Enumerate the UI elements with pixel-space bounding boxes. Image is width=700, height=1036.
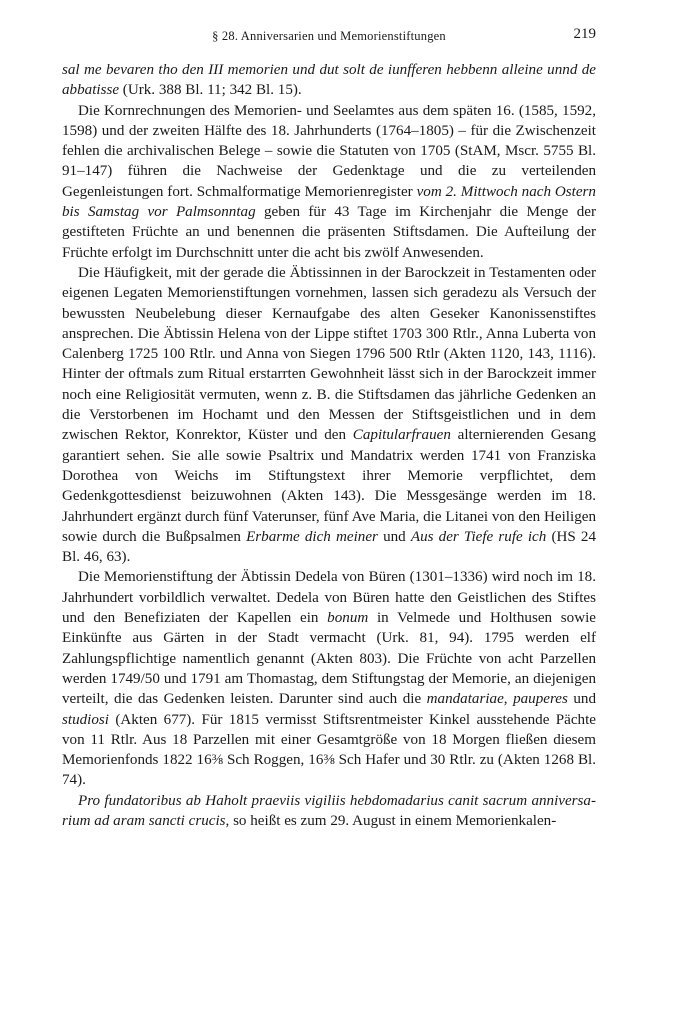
italic-run: pauperes bbox=[513, 691, 568, 708]
body-text bbox=[62, 60, 596, 831]
text-run: (Urk. 388 Bl. 11; 342 Bl. 15). bbox=[119, 82, 302, 99]
italic-run: Pro fundatoribus ab Haholt praeviis vigiliis hebdomadarius canit sacrum anniversarium ad aram sancti crucis bbox=[62, 792, 596, 829]
paragraph-5 bbox=[62, 791, 596, 832]
text-run: , bbox=[503, 691, 514, 708]
text-run: (Akten 677). Für 1815 vermisst Stiftsrentmeister Kinkel ausstehende Pächte von 11 Rtlr. Aus 18 Parzellen mit einer Gesamtgröße von 18 Morgen fließen diesem Memorienfonds 1822 16⅜ Sch Roggen, 16⅜ Sch Hafer und 30 Rtlr. zu (Akten 1268 Bl. 74). bbox=[62, 711, 596, 789]
italic-run: mandatariae bbox=[426, 691, 504, 708]
italic-run: Capitularfrauen bbox=[352, 427, 451, 444]
text-run: (HS 24 Bl. 46, 63). bbox=[62, 528, 596, 566]
text-run: geben für 43 Tage im Kirchenjahr die Menge der gestifteten Früchte an und benennen die präsenten Stiftsdamen. Die Aufteilung der Früchte erfolgt im Durchschnitt unter die acht bis zwölf Anwesenden. bbox=[62, 204, 597, 261]
italic-run: vom 2. Mittwoch nach Ostern bis Samstag vor Palmsonntag bbox=[62, 183, 596, 221]
paragraph-3 bbox=[62, 263, 596, 567]
text-run: Die Kornrechnungen des Memorien- und Seelamtes aus dem späten 16. (1585, 1592, 1598) und der zweiten Hälfte des 18. Jahrhunderts (1764–1805) – für die Zwischenzeit fehlen die archivalischen Belege – sowie die Statuten von 1705 (StAM, Mscr. 5755 Bl. 91–147) führen die Nachweise der Gedenktage und die zu verteilenden Gegenleistungen fort. Schmalformatige Memorienregister bbox=[62, 102, 596, 200]
text-run: alternierenden Gesang garantiert sehen. Sie alle sowie Psaltrix und Mandatrix werden 1741 von Franziska Dorothea von Weichs im Stiftungstext ihrer Memorie verpflichtet, dem Gedenkgottesdienst beizuwohnen (Akten 143). Die Messgesänge werden im 18. Jahrhundert ergänzt durch fünf Vaterunser, fünf Ave Maria, die Litanei von den Heiligen sowie durch die Bußpsalmen bbox=[62, 427, 596, 545]
running-header bbox=[62, 26, 596, 46]
italic-run: sal me bevaren tho den III memorien und dut solt de iunfferen hebbenn alleine unnd de abbatisse bbox=[62, 62, 596, 99]
running-title: § 28. Anniversarien und Memorienstiftungen bbox=[212, 29, 446, 43]
italic-run: Aus der Tiefe rufe ich bbox=[410, 528, 547, 545]
text-run: und bbox=[377, 528, 411, 545]
text-run: und bbox=[567, 691, 596, 708]
page-number: 219 bbox=[573, 26, 596, 42]
paragraph-4 bbox=[62, 567, 596, 790]
italic-run: Erbarme dich meiner bbox=[246, 528, 378, 545]
paragraph-1 bbox=[62, 60, 596, 101]
italic-run: bonum bbox=[327, 610, 369, 627]
text-run: , so heißt es zum 29. August in einem Memorienkalen- bbox=[225, 812, 557, 829]
text-run: in Velmede und Holthusen sowie Einkünfte aus Gärten in der Stadt vermacht (Urk. 81, 94). 1795 werden elf Zahlungspflichtige namentlich genannt (Akten 803). Die Früchte von acht Parzellen werden 1749/50 und 1791 am Thomastag, dem Stiftungstag der Memorie, an diejenigen verteilt, die das Gedenken leisten. Darunter sind auch die bbox=[62, 610, 597, 708]
italic-run: studiosi bbox=[62, 711, 109, 728]
paragraph-2 bbox=[62, 101, 596, 263]
text-run: Die Häufigkeit, mit der gerade die Äbtissinnen in der Barockzeit in Testamenten oder eigenen Legaten Memorienstiftungen vornehmen, lassen sich geradezu als Versuch der bewussten Neubelebung dieser Kernaufgabe des alten Geseker Kanonissenstiftes ansprechen. Die Äbtissin Helena von der Lippe stiftet 1703 300 Rtlr., Anna Luberta von Calenberg 1725 100 Rtlr. und Anna von Siegen 1796 500 Rtlr (Akten 1120, 143, 1116). Hinter der oftmals zum Ritual erstarrten Gewohnheit lässt sich in der Barockzeit immer noch eine Religiosität vermuten, wenn z. B. die Stiftsdamen das jährliche Gedenken an die Verstorbenen im Hochamt und den Messen der Stiftsgeistlichen und in dem zwischen Rektor, Konrektor, Küster und den bbox=[62, 264, 596, 444]
text-run: Die Memorienstiftung der Äbtissin Dedela von Büren (1301–1336) wird noch im 18. Jahrhundert vorbildlich verwaltet. Dedela von Büren hatte den Geistlichen des Stiftes und den Benefiziaten der Kapellen ein bbox=[62, 569, 596, 627]
